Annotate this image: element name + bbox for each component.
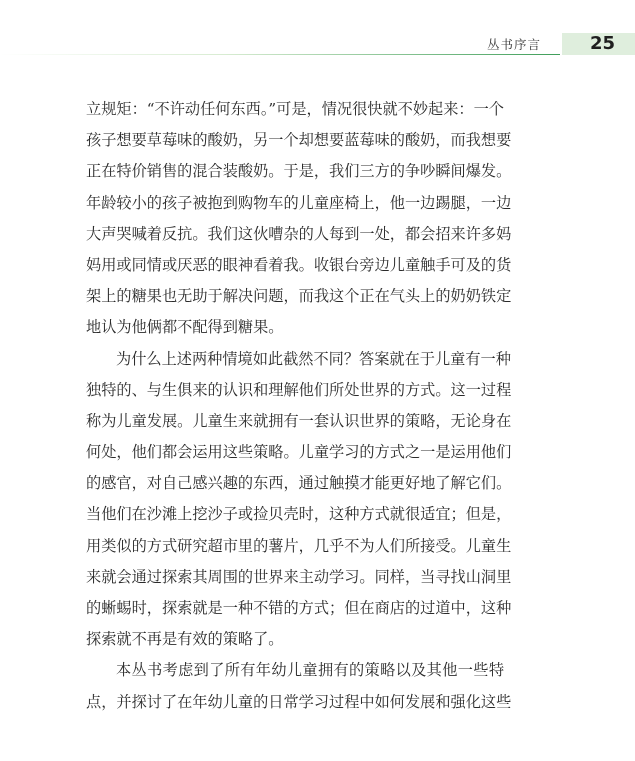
text-line: 年龄较小的孩子被抱到购物车的儿童座椅上，他一边踢腿，一边	[86, 193, 512, 212]
header-rule	[0, 54, 560, 55]
text-line: 正在特价销售的混合装酸奶。于是，我们三方的争吵瞬间爆发。	[86, 162, 512, 181]
text-line: 的感官，对自己感兴趣的东西，通过触摸才能更好地了解它们。	[86, 474, 512, 493]
text-line: 探索就不再是有效的策略了。	[86, 630, 284, 649]
text-line: 本丛书考虑到了所有年幼儿童拥有的策略以及其他一些特	[116, 661, 504, 680]
page-header	[0, 0, 635, 60]
text-line: 当他们在沙滩上挖沙子或捡贝壳时，这种方式就很适宜；但是，	[86, 505, 512, 524]
text-line: 用类似的方式研究超市里的薯片，几乎不为人们所接受。儿童生	[86, 536, 512, 555]
text-line: 称为儿童发展。儿童生来就拥有一套认识世界的策略，无论身在	[86, 411, 512, 430]
text-line: 的蜥蜴时，探索就是一种不错的方式；但在商店的过道中，这种	[86, 599, 512, 617]
text-line: 大声哭喊着反抗。我们这伙嘈杂的人每到一处，都会招来许多妈	[86, 224, 512, 243]
text-line: 为什么上述两种情境如此截然不同？答案就在于儿童有一种	[116, 349, 511, 368]
text-line: 何处，他们都会运用这些策略。儿童学习的方式之一是运用他们	[86, 443, 512, 462]
body-text	[86, 94, 512, 718]
text-line: 独特的、与生俱来的认识和理解他们所处世界的方式。这一过程	[86, 380, 512, 399]
page-number: 25	[590, 33, 616, 54]
text-line: 地认为他俩都不配得到糖果。	[86, 318, 284, 337]
running-header-title: 丛书序言	[486, 37, 541, 52]
text-line: 架上的糖果也无助于解决问题，而我这个正在气头上的奶奶铁定	[86, 287, 512, 306]
text-line: 立规矩：“不许动任何东西。”可是，情况很快就不妙起来：一个	[86, 100, 504, 118]
text-line: 妈用或同情或厌恶的眼神看着我。收银台旁边儿童触手可及的货	[86, 255, 512, 274]
text-line: 孩子想要草莓味的酸奶，另一个却想要蓝莓味的酸奶，而我想要	[86, 131, 512, 150]
text-line: 来就会通过探索其周围的世界来主动学习。同样，当寻找山洞里	[86, 567, 512, 586]
text-line: 点，并探讨了在年幼儿童的日常学习过程中如何发展和强化这些	[86, 692, 512, 711]
